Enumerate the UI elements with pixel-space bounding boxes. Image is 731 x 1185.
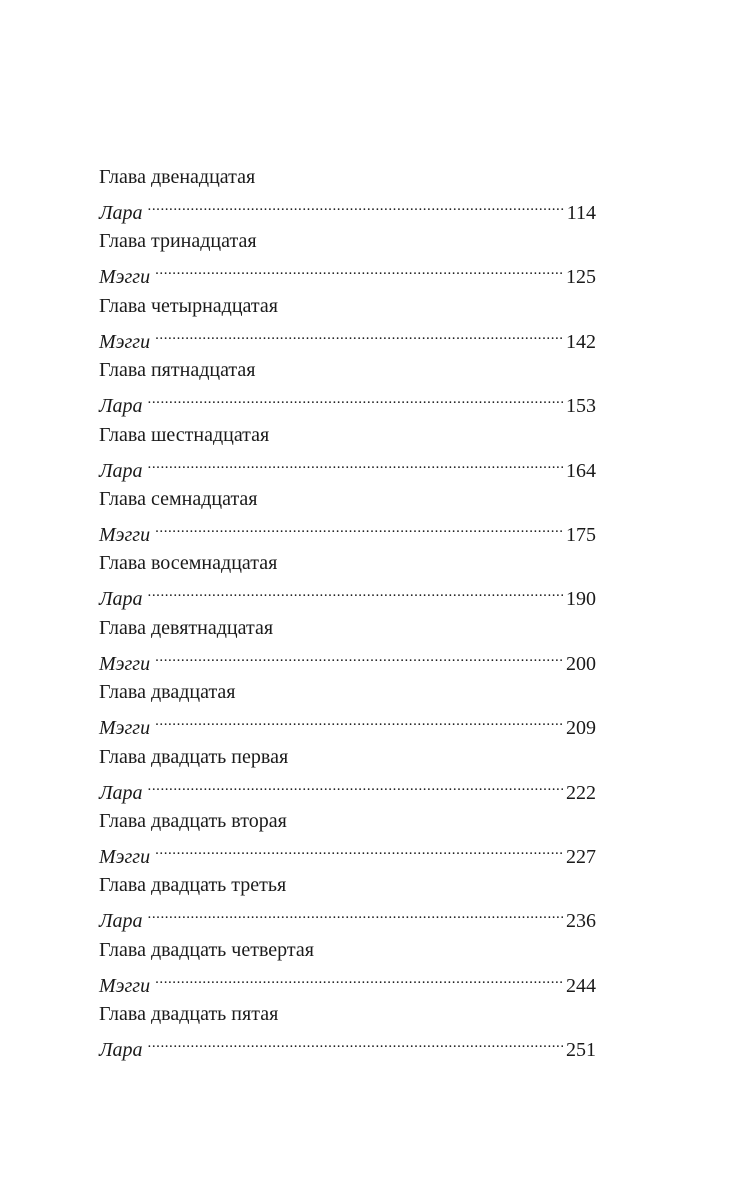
narrator-name: Лара	[99, 781, 143, 804]
chapter-title: Глава девятнадцатая	[99, 616, 274, 639]
chapter-title: Глава двадцать первая	[99, 745, 289, 768]
page-number: 236	[566, 910, 596, 933]
dot-leader	[148, 899, 563, 927]
toc-entry[interactable]	[99, 485, 596, 549]
dot-leader	[148, 449, 563, 477]
dot-leader	[155, 835, 563, 863]
chapter-title: Глава двадцать вторая	[99, 809, 287, 832]
toc-entry[interactable]	[99, 356, 596, 420]
toc-entry[interactable]	[99, 807, 596, 871]
chapter-title: Глава двадцать третья	[99, 874, 287, 897]
toc-line	[99, 191, 596, 224]
narrator-name: Мэгги	[99, 974, 151, 997]
page-number: 114	[566, 202, 596, 224]
dot-leader	[155, 964, 563, 992]
page-number: 175	[566, 523, 596, 546]
narrator-name: Мэгги	[99, 717, 151, 740]
chapter-title: Глава четырнадцатая	[99, 294, 278, 317]
toc-entry[interactable]	[99, 549, 596, 613]
toc-entry[interactable]	[99, 678, 596, 742]
toc-entry[interactable]	[99, 227, 596, 291]
toc-entry[interactable]	[99, 936, 596, 1000]
chapter-title: Глава двадцать четвертая	[99, 938, 314, 961]
chapter-title: Глава двенадцатая	[99, 166, 256, 188]
page-number: 190	[566, 588, 596, 611]
toc-entry[interactable]	[99, 614, 596, 678]
narrator-name: Лара	[99, 1039, 143, 1062]
page-number: 200	[566, 652, 596, 675]
narrator-name: Лара	[99, 459, 143, 482]
page-number: 164	[566, 459, 596, 482]
toc-line	[99, 706, 596, 740]
toc-line	[99, 255, 596, 289]
page-number: 125	[566, 266, 596, 289]
dot-leader	[148, 577, 563, 605]
toc-entry[interactable]	[99, 163, 596, 227]
toc-line	[99, 577, 596, 611]
page-number: 244	[566, 974, 596, 997]
toc-line	[99, 1028, 596, 1062]
toc-entry[interactable]	[99, 871, 596, 935]
toc-entry[interactable]	[99, 743, 596, 807]
page-number: 209	[566, 717, 596, 740]
dot-leader	[155, 642, 563, 670]
chapter-title: Глава восемнадцатая	[99, 552, 278, 575]
narrator-name: Мэгги	[99, 330, 151, 353]
narrator-name: Мэгги	[99, 845, 151, 868]
page-number: 153	[566, 395, 596, 418]
toc-line	[99, 771, 596, 804]
narrator-name: Лара	[99, 395, 143, 418]
toc-line	[99, 449, 596, 482]
toc-line	[99, 964, 596, 997]
toc-line	[99, 642, 596, 675]
chapter-title: Глава пятнадцатая	[99, 359, 256, 382]
chapter-title: Глава семнадцатая	[99, 487, 258, 510]
dot-leader	[155, 513, 563, 541]
toc-entry[interactable]	[99, 1000, 596, 1064]
page-number: 227	[566, 845, 596, 868]
chapter-title: Глава тринадцатая	[99, 230, 257, 253]
dot-leader	[148, 771, 563, 799]
page-number: 222	[566, 781, 596, 804]
table-of-contents	[99, 163, 596, 1064]
toc-line	[99, 835, 596, 868]
toc-line	[99, 384, 596, 418]
chapter-title: Глава шестнадцатая	[99, 423, 270, 446]
narrator-name: Лара	[99, 588, 143, 611]
toc-entry[interactable]	[99, 292, 596, 356]
narrator-name: Лара	[99, 202, 143, 224]
toc-line	[99, 513, 596, 546]
narrator-name: Мэгги	[99, 652, 151, 675]
narrator-name: Лара	[99, 910, 143, 933]
page-number: 142	[566, 330, 596, 353]
page-number: 251	[566, 1039, 596, 1062]
dot-leader	[155, 255, 563, 283]
narrator-name: Мэгги	[99, 523, 151, 546]
dot-leader	[155, 320, 563, 348]
toc-line	[99, 320, 596, 353]
dot-leader	[148, 1028, 563, 1056]
toc-line	[99, 899, 596, 933]
narrator-name: Мэгги	[99, 266, 151, 289]
dot-leader	[155, 706, 563, 734]
chapter-title: Глава двадцать пятая	[99, 1003, 279, 1026]
toc-entry[interactable]	[99, 421, 596, 485]
dot-leader	[148, 191, 564, 219]
dot-leader	[148, 384, 563, 412]
chapter-title: Глава двадцатая	[99, 681, 236, 704]
